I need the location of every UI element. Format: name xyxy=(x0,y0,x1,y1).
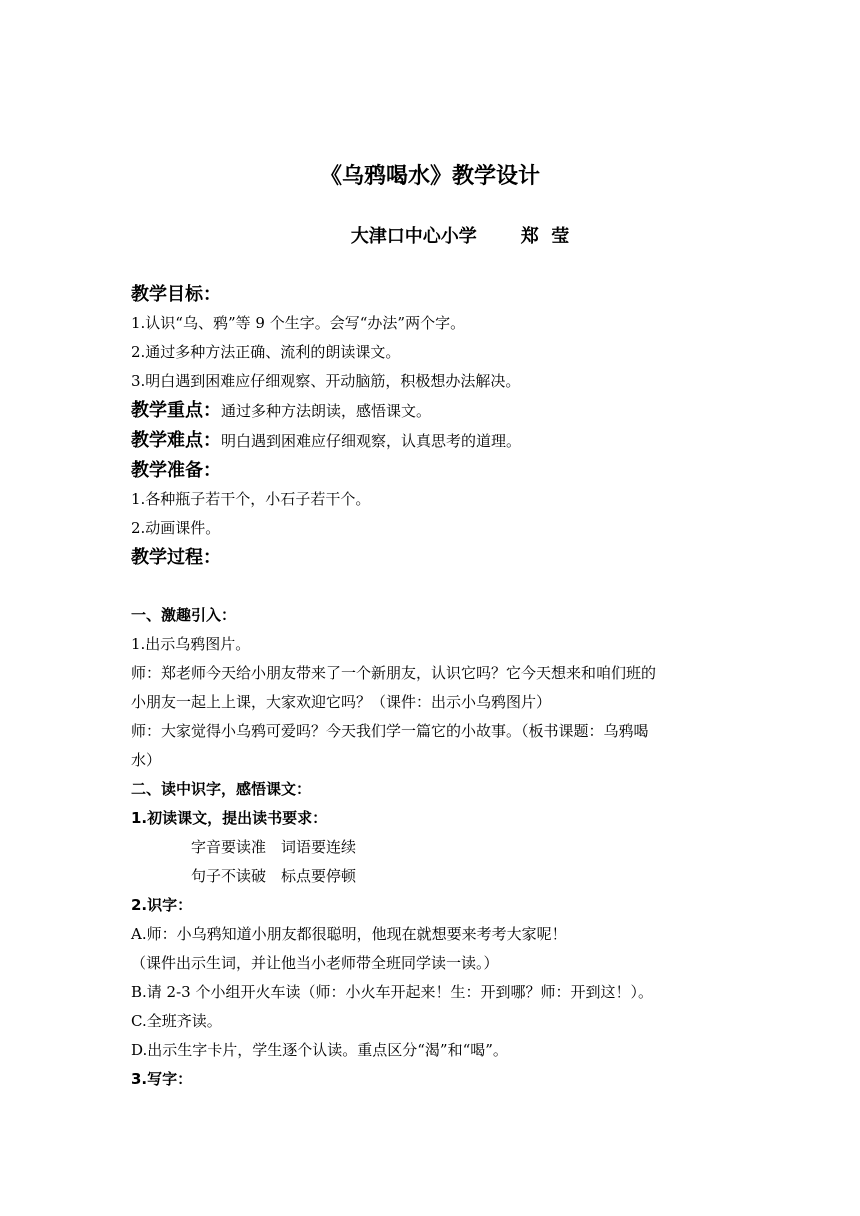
difficulty-text: 明白遇到困难应仔细观察，认真思考的道理。 xyxy=(221,432,522,450)
difficulty-label: 教学难点： xyxy=(131,430,221,451)
section1-line: 小朋友一起上上课，大家欢迎它吗？（课件：出示小乌鸦图片） xyxy=(131,693,552,711)
section2-line: D.出示生字卡片，学生逐个认读。重点区分“渴”和“喝”。 xyxy=(131,1041,508,1059)
section2-line: （课件出示生词，并让他当小老师带全班同学读一读。） xyxy=(131,954,499,972)
goal-item: 1.认识“乌、鸦”等 9 个生字。会写“办法”两个字。 xyxy=(131,314,466,332)
section1-line: 1.出示乌鸦图片。 xyxy=(131,635,251,653)
document-title: 《乌鸦喝水》教学设计 xyxy=(319,164,540,189)
key-point-text: 通过多种方法朗读，感悟课文。 xyxy=(221,402,432,420)
goal-item: 2.通过多种方法正确、流利的朗读课文。 xyxy=(131,343,401,361)
goals-heading: 教学目标： xyxy=(131,284,221,305)
section2-line: A.师：小乌鸦知道小朋友都很聪明，他现在就想要来考考大家呢！ xyxy=(131,925,567,943)
section1-line: 师：郑老师今天给小朋友带来了一个新朋友，认识它吗？它今天想来和咱们班的 xyxy=(131,664,657,682)
section2-line: B.请 2-3 个小组开火车读（师：小火车开起来！生：开到哪？师：开到这！）。 xyxy=(131,983,653,1001)
section2-line: C.全班齐读。 xyxy=(131,1012,222,1030)
section2-heading: 二、读中识字，感悟课文： xyxy=(131,780,312,798)
difficulty-row xyxy=(131,426,737,456)
section1-line: 水） xyxy=(131,751,162,769)
school-name: 大津口中心小学 xyxy=(350,226,477,247)
key-point-row xyxy=(131,396,737,426)
process-heading: 教学过程： xyxy=(131,547,221,568)
prep-item: 2.动画课件。 xyxy=(131,519,221,537)
reading-requirement: 字音要读准 词语要连续 xyxy=(191,838,357,856)
document-body xyxy=(131,280,737,1094)
section2-sub3: 3.写字： xyxy=(131,1070,193,1088)
section1-line: 师：大家觉得小乌鸦可爱吗？今天我们学一篇它的小故事。（板书课题：乌鸦喝 xyxy=(131,722,649,740)
section1-heading: 一、激趣引入： xyxy=(131,606,237,624)
section2-sub1: 1.初读课文，提出读书要求： xyxy=(131,809,328,827)
author-name: 郑 莹 xyxy=(520,226,570,247)
blank-line xyxy=(131,572,737,601)
prep-heading: 教学准备： xyxy=(131,460,221,481)
document-byline xyxy=(0,222,860,252)
prep-item: 1.各种瓶子若干个，小石子若干个。 xyxy=(131,490,371,508)
goal-item: 3.明白遇到困难应仔细观察、开动脑筋，积极想办法解决。 xyxy=(131,372,521,390)
section2-sub2: 2.识字： xyxy=(131,896,193,914)
key-point-label: 教学重点： xyxy=(131,400,221,421)
reading-requirement: 句子不读破 标点要停顿 xyxy=(191,867,357,885)
